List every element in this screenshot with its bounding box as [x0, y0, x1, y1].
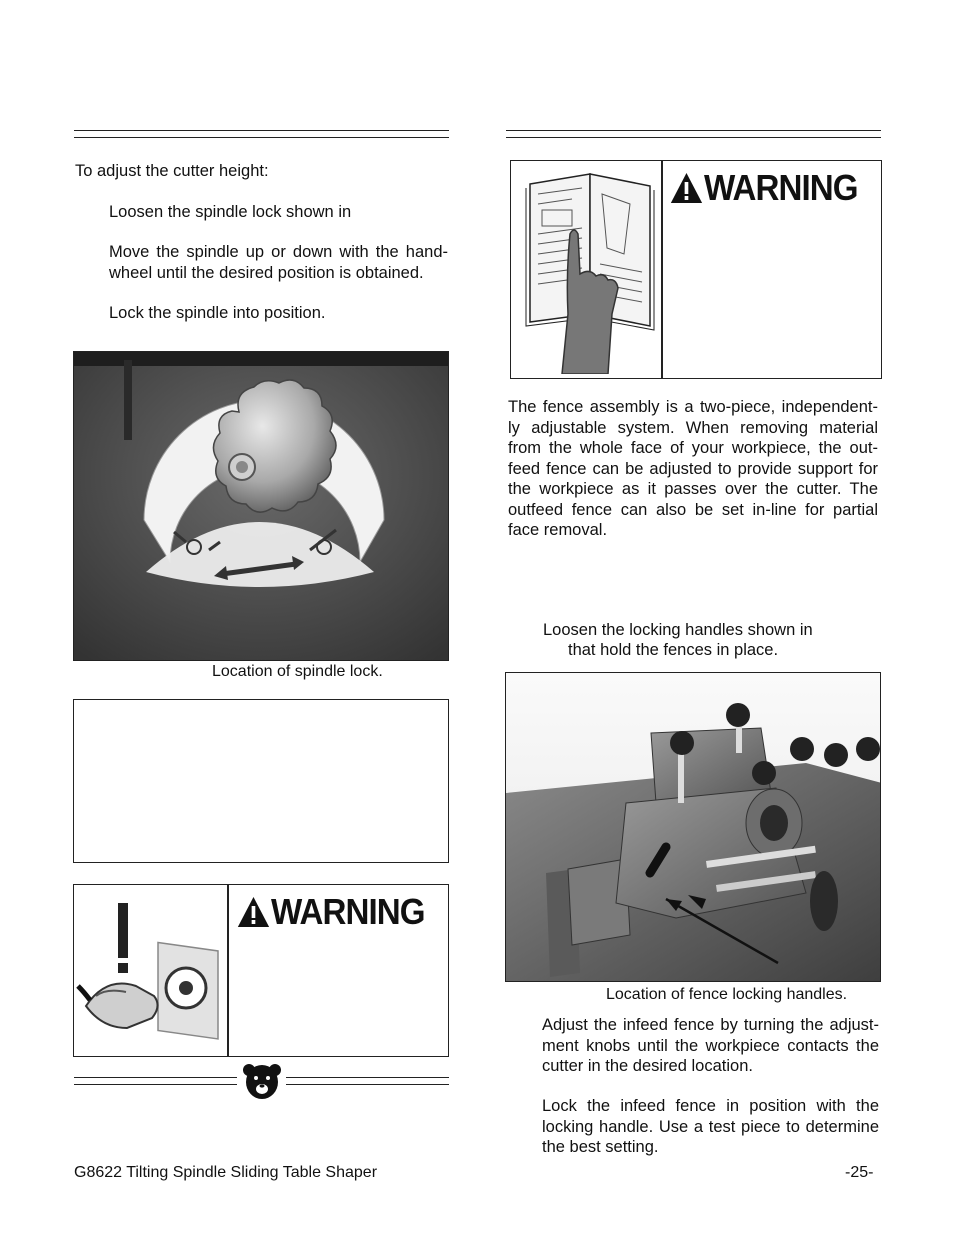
step-lock-infeed-fence: Lock the infeed fence in position with the locking handle. Use a test piece to determine the best setting.	[542, 1097, 879, 1156]
warning-triangle-icon	[669, 171, 704, 205]
right-column-header-rule	[506, 130, 881, 138]
right-warning-title-text: WARNING	[703, 167, 858, 208]
bottom-rule-left	[74, 1077, 237, 1085]
intro-text: To adjust the cutter height:	[75, 162, 269, 180]
right-warning-box	[510, 160, 882, 379]
left-warning-title-text: WARNING	[270, 891, 425, 932]
step-adjust-infeed-fence: Adjust the infeed fence by turning the adjust-ment knobs until the workpiece contacts the cutter in the desired location.	[542, 1016, 879, 1075]
step-loosen-handles: Loosen the locking handles shown in	[543, 621, 813, 639]
left-warning-divider	[227, 885, 229, 1056]
bottom-rule-right	[286, 1077, 449, 1085]
plug-outlet-icon	[76, 891, 226, 1051]
step-lock-spindle: Lock the spindle into position.	[109, 304, 326, 322]
right-warning-title	[669, 167, 858, 209]
step-move-spindle: Move the spindle up or down with the hand-wheel until the desired position is obtained.	[109, 243, 448, 282]
page-number: -25-	[845, 1164, 874, 1181]
step-loosen-spindle: Loosen the spindle lock shown in	[109, 203, 352, 221]
right-warning-divider	[661, 161, 663, 378]
spindle-lock-photo	[73, 351, 449, 661]
note-box	[73, 699, 449, 863]
fence-assembly-photo	[505, 672, 881, 982]
step-loosen-handles-cont: that hold the fences in place.	[568, 641, 779, 659]
fence-locking-handles-icon	[506, 673, 881, 982]
left-column-header-rule	[74, 130, 449, 138]
left-warning-box	[73, 884, 449, 1057]
fence-paragraph: The fence assembly is a two-piece, independent-ly adjustable system. When removing material from the whole face of your workpiece, the out-feed fence can be adjusted to provide support for the workpiece as it passes over the cutter. The outfeed fence can also be set in-line for partial face removal.	[508, 398, 878, 539]
warning-triangle-icon	[236, 895, 271, 929]
manual-reading-hand-icon	[512, 164, 660, 374]
spindle-lock-caption: Location of spindle lock.	[212, 663, 383, 680]
left-warning-title	[236, 891, 425, 933]
bear-logo-icon	[240, 1062, 284, 1102]
fence-handles-caption: Location of fence locking handles.	[606, 986, 848, 1003]
spindle-lock-knob-icon	[74, 352, 449, 661]
footer-title: G8622 Tilting Spindle Sliding Table Shaper	[74, 1164, 378, 1181]
